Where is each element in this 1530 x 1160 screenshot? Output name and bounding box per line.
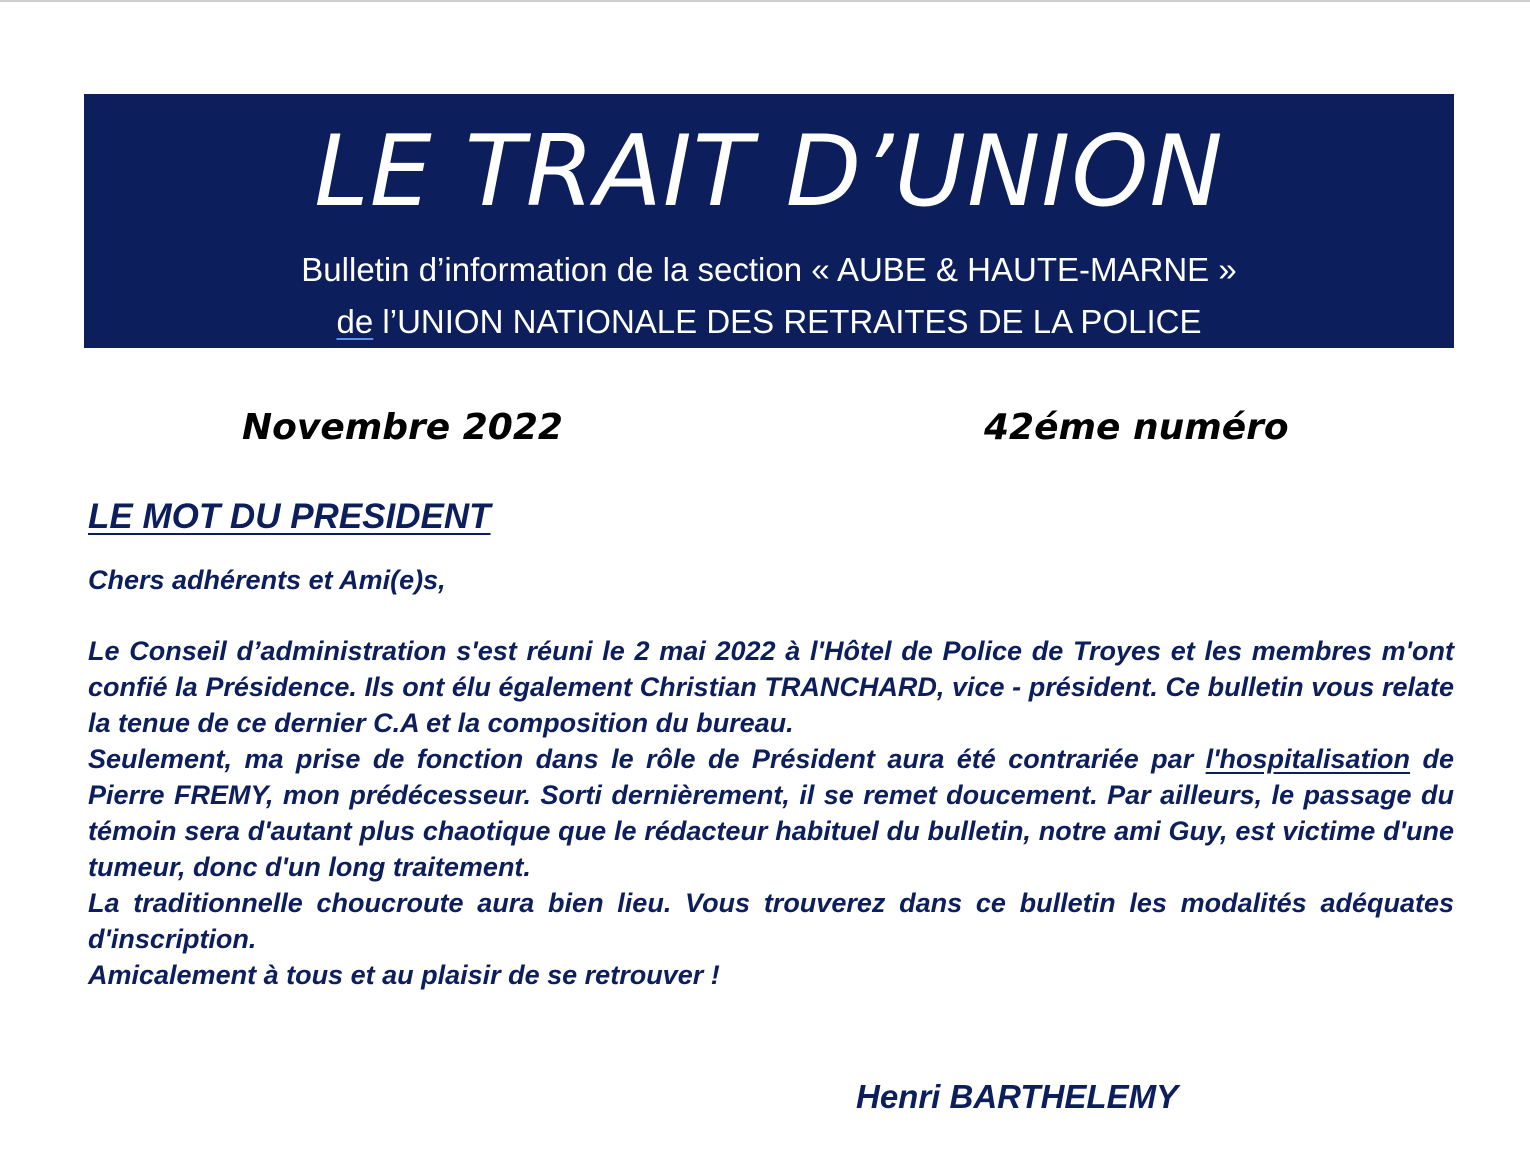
letter-paragraph-2 [88, 741, 1454, 885]
paragraph-2-end: de Pierre FREMY, mon prédécesseur. Sorti dernièrement, il se remet doucement. Par ailleurs, le passage du témoin sera d'autant plus chaotique que le rédacteur habituel du bulletin, notre ami Guy, est victime d'une tumeur, donc d'un long traitement. [88, 744, 1454, 882]
bulletin-title: LE TRAIT D’UNION [314, 115, 1224, 229]
section-heading: LE MOT DU PRESIDENT [88, 497, 491, 536]
letter-paragraph-3: La traditionnelle choucroute aura bien lieu. Vous trouverez dans ce bulletin les modalités adéquates d'inscription. [88, 888, 1454, 954]
issue-date: Novembre 2022 [242, 407, 563, 448]
masthead-banner [84, 94, 1454, 348]
letter-signature: Henri BARTHELEMY [856, 1078, 1179, 1115]
issue-number: 42éme numéro [984, 407, 1289, 448]
bulletin-subtitle: Bulletin d’information de la section « AUBE & HAUTE-MARNE » [301, 251, 1237, 288]
hospitalisation-link[interactable]: l'hospitalisation [1205, 744, 1411, 774]
letter-paragraph-1: Le Conseil d’administration s'est réuni le 2 mai 2022 à l'Hôtel de Police de Troyes et les membres m'ont confié la Présidence. Ils ont élu également Christian TRANCHARD, vice - président. Ce bulletin vous relate la tenue de ce dernier C.A et la composition du bureau. [88, 636, 1454, 738]
paragraph-2-start: Seulement, ma prise de fonction dans le rôle de Président aura été contrariée par [88, 744, 1206, 774]
top-rule [0, 0, 1530, 2]
organization-name: l’UNION NATIONALE DES RETRAITES DE LA POLICE [373, 303, 1202, 340]
letter-body [88, 633, 1454, 993]
letter-greeting: Chers adhérents et Ami(e)s, [88, 565, 446, 595]
organization-link[interactable]: de [336, 303, 374, 340]
letter-closing: Amicalement à tous et au plaisir de se retrouver ! [88, 960, 720, 990]
bulletin-organization [84, 302, 1454, 342]
